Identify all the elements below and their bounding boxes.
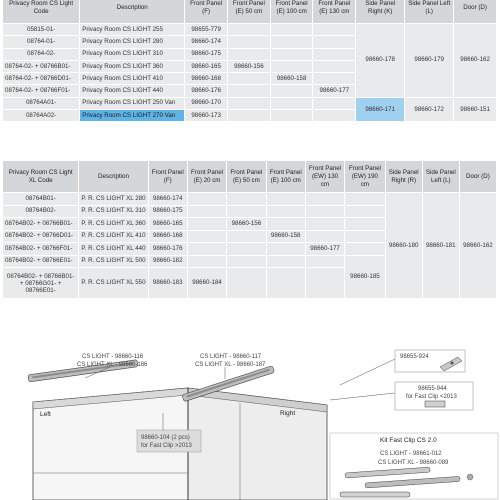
- rail-left-label-1: CS LIGHT - 98660-116: [82, 354, 144, 360]
- front-panel-ew130-cell: 98660-177: [305, 243, 344, 256]
- front-panel-cell: 98660-165: [185, 60, 228, 72]
- description-cell: P. R. CS LIGHT XL 310: [79, 205, 148, 218]
- front-panel-e50-cell: [228, 97, 271, 109]
- front-panel-e130-cell: [313, 36, 356, 48]
- column-header: Description: [80, 0, 185, 24]
- clip-new-label-2: for Fast Clip >2013: [141, 443, 192, 449]
- column-header: Side Panel Right (K): [356, 0, 405, 24]
- front-panel-e20-cell: [187, 230, 226, 243]
- code-cell: 08764-02- + 08766B01-: [3, 60, 80, 72]
- front-panel-ew190-cell: 98660-185: [345, 255, 385, 299]
- panel-left-label: Left: [40, 411, 51, 418]
- front-panel-ew130-cell: [305, 193, 344, 206]
- code-cell: 08764B02- + 08766D01-: [3, 230, 79, 243]
- front-panel-cell: 98660-183: [148, 268, 187, 299]
- door-cell: 98660-162: [459, 193, 496, 299]
- front-panel-ew190-cell: [345, 243, 385, 256]
- table-header-row: [3, 161, 497, 193]
- front-panel-e130-cell: [313, 48, 356, 60]
- front-panel-e50-cell: [227, 230, 266, 243]
- front-panel-e20-cell: [187, 255, 226, 268]
- front-panel-ew190-cell: [345, 230, 385, 243]
- front-panel-e50-cell: [227, 243, 266, 256]
- front-panel-e50-cell: [228, 73, 271, 85]
- column-header: Front Panel (E) 100 cm: [266, 161, 305, 193]
- part-944-icon: [425, 401, 445, 407]
- front-panel-e130-cell: [313, 110, 356, 122]
- code-cell: 08764-01-: [3, 36, 80, 48]
- front-panel-e100-cell: [266, 255, 305, 268]
- code-cell: 08764B02- + 08766B01- + 08766G01- + 08766E01-: [3, 268, 79, 299]
- front-panel-e100-cell: [270, 85, 313, 97]
- front-panel-cell: 98660-173: [185, 110, 228, 122]
- front-panel-e50-cell: [228, 36, 271, 48]
- table-row: [3, 193, 497, 206]
- column-header: Front Panel (EW) 190 cm: [345, 161, 385, 193]
- front-panel-e100-cell: [266, 205, 305, 218]
- front-panel-e50-cell: [227, 268, 266, 299]
- kit-code-2: CS LIGHT XL - 98660-089: [378, 460, 449, 466]
- column-header: Front Panel (E) 100 cm: [270, 0, 313, 24]
- description-cell: Privacy Room CS LIGHT 310: [80, 48, 185, 60]
- column-header: Front Panel (E) 50 cm: [228, 0, 271, 24]
- front-panel-e50-cell: 98660-156: [227, 218, 266, 231]
- front-panel-e50-cell: [227, 205, 266, 218]
- side-panel-left-cell: 98660-172: [405, 97, 454, 122]
- description-cell: P. R. CS LIGHT XL 440: [79, 243, 148, 256]
- front-panel-e20-cell: [187, 218, 226, 231]
- privacy-room-cs-light-xl-table: [2, 160, 497, 299]
- description-cell: Privacy Room CS LIGHT 440: [80, 85, 185, 97]
- front-panel-ew130-cell: [305, 218, 344, 231]
- table-row: [3, 24, 497, 36]
- kit-code-1: CS LIGHT - 98661-012: [380, 451, 442, 457]
- front-panel-e100-cell: [266, 243, 305, 256]
- code-cell: 08764-02- + 08766F01-: [3, 85, 80, 97]
- front-panel-ew190-cell: [345, 218, 385, 231]
- column-header: Side Panel Left (L): [405, 0, 454, 24]
- front-panel-e50-cell: 98660-156: [228, 60, 271, 72]
- rail-left-label-2: CS LIGHT XL - 98660-186: [77, 362, 148, 368]
- front-panel-e100-cell: 98660-158: [266, 230, 305, 243]
- front-panel-cell: 98660-174: [185, 36, 228, 48]
- front-panel-e100-cell: 98660-158: [270, 73, 313, 85]
- table-row: [3, 97, 497, 109]
- front-panel-e20-cell: 98660-184: [187, 268, 226, 299]
- front-panel-e50-cell: [228, 85, 271, 97]
- code-cell: 08764B02- + 08766E01-: [3, 255, 79, 268]
- description-cell: P. R. CS LIGHT XL 360: [79, 218, 148, 231]
- front-panel-e20-cell: [187, 193, 226, 206]
- column-header: Front Panel (EW) 130 cm: [305, 161, 344, 193]
- front-panel-e100-cell: [266, 193, 305, 206]
- assembly-diagram: [0, 345, 500, 500]
- front-panel-cell: 98660-182: [148, 255, 187, 268]
- front-panel-cell: 98660-168: [185, 73, 228, 85]
- description-cell: Privacy Room CS LIGHT 410: [80, 73, 185, 85]
- code-cell: 05815-01-: [3, 24, 80, 36]
- leader-line: [330, 393, 395, 400]
- code-cell: 08764-02-: [3, 48, 80, 60]
- front-panel-cell: 98655-779: [185, 24, 228, 36]
- column-header: Front Panel (E) 130 cm: [313, 0, 356, 24]
- description-cell: Privacy Room CS LIGHT 280: [80, 36, 185, 48]
- part-944-label-2: for Fast Clip <2013: [406, 394, 457, 400]
- front-panel-e100-cell: [270, 97, 313, 109]
- description-cell: P. R. CS LIGHT XL 280: [79, 193, 148, 206]
- side-panel-left-cell: 98660-181: [422, 193, 459, 299]
- panel-right-label: Right: [280, 410, 296, 417]
- column-header: Door (D): [459, 161, 496, 193]
- front-panel-e130-cell: [313, 73, 356, 85]
- front-panel-e130-cell: 98660-177: [313, 85, 356, 97]
- door-cell: 98660-162: [454, 24, 497, 98]
- front-panel-e130-cell: [313, 24, 356, 36]
- front-panel-e100-cell: [270, 110, 313, 122]
- side-panel-right-cell: 98660-178: [356, 24, 405, 98]
- front-panel-e50-cell: [227, 193, 266, 206]
- description-cell: P. R. CS LIGHT XL 410: [79, 230, 148, 243]
- code-cell: 08764B02-: [3, 205, 79, 218]
- rail-right-label-1: CS LIGHT - 98660-117: [200, 354, 262, 360]
- description-cell: Privacy Room CS LIGHT 250 Van: [80, 97, 185, 109]
- front-panel-ew130-cell: [305, 255, 344, 268]
- side-panel-right-cell: 98660-171: [356, 97, 405, 122]
- front-panel-ew190-cell: [345, 205, 385, 218]
- column-header: Front Panel (F): [185, 0, 228, 24]
- front-panel-cell: 98660-175: [148, 205, 187, 218]
- code-cell: 08764A02-: [3, 110, 80, 122]
- front-panel-e100-cell: [270, 24, 313, 36]
- code-cell: 08764B01-: [3, 193, 79, 206]
- front-panel-cell: 98660-168: [148, 230, 187, 243]
- front-panel-ew130-cell: [305, 205, 344, 218]
- column-header: Door (D): [454, 0, 497, 24]
- column-header: Description: [79, 161, 148, 193]
- front-panel-e20-cell: [187, 205, 226, 218]
- kit-title: Kit Fast Clip CS 2.0: [380, 437, 437, 444]
- front-panel-ew190-cell: [345, 193, 385, 206]
- description-cell: Privacy Room CS LIGHT 255: [80, 24, 185, 36]
- side-panel-left-cell: 98660-179: [405, 24, 454, 98]
- column-header: Privacy Room CS Light Code: [3, 0, 80, 24]
- code-cell: 08764B02- + 08766B01-: [3, 218, 79, 231]
- front-panel-e100-cell: [266, 268, 305, 299]
- front-panel-cell: 98660-176: [148, 243, 187, 256]
- front-panel-e100-cell: [270, 60, 313, 72]
- front-panel-e50-cell: [228, 110, 271, 122]
- front-panel-cell: 98660-176: [185, 85, 228, 97]
- description-cell: P. R. CS LIGHT XL 550: [79, 268, 148, 299]
- front-panel-e50-cell: [228, 24, 271, 36]
- column-header: Side Panel Right (R): [385, 161, 422, 193]
- front-panel-e100-cell: [266, 218, 305, 231]
- column-header: Front Panel (E) 20 cm: [187, 161, 226, 193]
- column-header: Front Panel (E) 50 cm: [227, 161, 266, 193]
- front-panel-e20-cell: [187, 243, 226, 256]
- front-panel-e130-cell: [313, 60, 356, 72]
- code-cell: 08764-02- + 08766D01-: [3, 73, 80, 85]
- part-944-label-1: 98655-944: [418, 386, 447, 392]
- description-cell: Privacy Room CS LIGHT 360: [80, 60, 185, 72]
- front-panel-e50-cell: [228, 48, 271, 60]
- column-header: Front Panel (F): [148, 161, 187, 193]
- rail-right-label-2: CS LIGHT XL - 98660-187: [195, 362, 266, 368]
- code-cell: 08764B02- + 08766F01-: [3, 243, 79, 256]
- front-panel-e130-cell: [313, 97, 356, 109]
- front-panel-e100-cell: [270, 48, 313, 60]
- front-panel-e50-cell: [227, 255, 266, 268]
- leader-line: [340, 359, 395, 385]
- front-panel-cell: 98660-165: [148, 218, 187, 231]
- description-cell: P. R. CS LIGHT XL 500: [79, 255, 148, 268]
- part-924-label: 98655-924: [400, 354, 429, 360]
- front-panel-ew130-cell: [305, 268, 344, 299]
- front-panel-e100-cell: [270, 36, 313, 48]
- front-panel-cell: 98660-174: [148, 193, 187, 206]
- description-cell-highlighted: Privacy Room CS LIGHT 270 Van: [80, 110, 185, 122]
- column-header: Side Panel Left (L): [422, 161, 459, 193]
- column-header: Privacy Room CS Light XL Code: [3, 161, 79, 193]
- table-header-row: [3, 0, 497, 24]
- code-cell: 08764A01-: [3, 97, 80, 109]
- front-panel-ew130-cell: [305, 230, 344, 243]
- front-panel-cell: 98660-170: [185, 97, 228, 109]
- privacy-room-cs-light-table: [2, 0, 497, 122]
- clip-new-label-1: 98660-104 (2 pcs): [141, 435, 190, 441]
- door-cell: 98660-151: [454, 97, 497, 122]
- side-panel-right-cell: 98660-180: [385, 193, 422, 299]
- front-panel-cell: 98660-175: [185, 48, 228, 60]
